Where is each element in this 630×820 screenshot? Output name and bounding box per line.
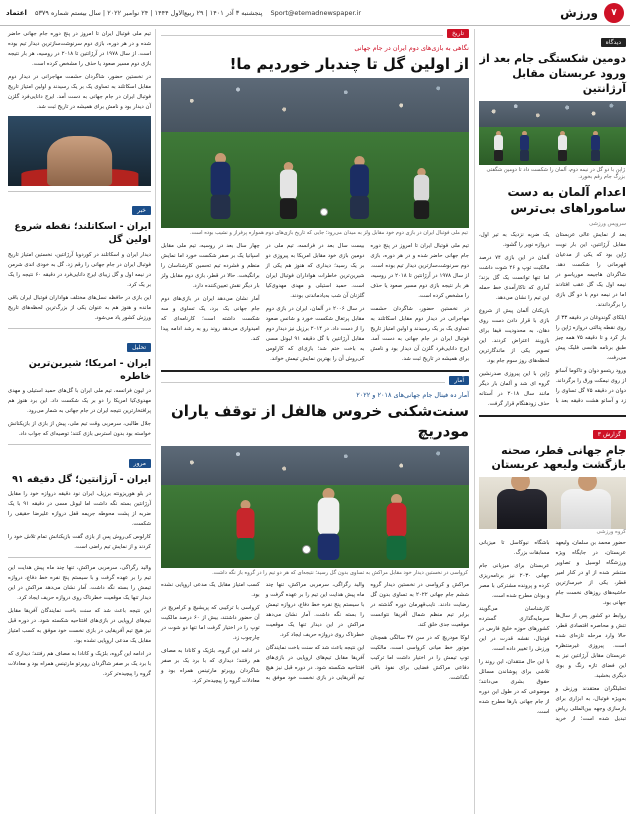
page-content xyxy=(0,26,630,818)
paragraph: کرواسی با ترکیبی که پریشیچ و کرامریچ در آن حضور داشتند، بیش از ۶۰ درصد مالکیت توپ را در اختیار گرفت اما تنها دو شوت در چارچوب زد. xyxy=(161,605,260,642)
lead-tag-row xyxy=(161,29,469,41)
left-item-0 xyxy=(8,197,151,323)
column-left xyxy=(8,29,156,814)
divider xyxy=(161,370,469,372)
paragraph: در بلو هوریزونته برزیل، ایران نود دقیقه دروازه خود را مقابل آرژانتین بسته نگه داشت اما لیونل مسی در دقیقه ۹۱ با یک ضربه از پشت محوطه جریمه قفل دروازه علیرضا حقیقی را شکست. xyxy=(8,491,151,528)
article-lead xyxy=(161,29,469,364)
column-middle xyxy=(156,29,474,814)
headline-right-bottom: جام جهانی قطر، صحنه بازگشت ولیعهد عربستان xyxy=(491,443,626,472)
photo-crown-prince xyxy=(479,477,626,529)
photo-lead-match xyxy=(161,78,469,228)
divider xyxy=(8,191,151,192)
paragraph: این بازی در حافظه نسل‌های مختلف هواداران فوتبال ایران باقی مانده و هنوز هم به عنوان یکی از بزرگ‌ترین لحظه‌های تاریخ ورزش کشور یاد می‌شود. xyxy=(8,294,151,321)
headline-left-0: ایران - اسکاتلند؛ نقطه شروع اولین گل xyxy=(14,221,151,246)
paragraph: لوکا مودریچ که در سن ۳۷ سالگی همچنان موتور خط میانی کرواسی است، مالکیت توپ تیمش را در اختیار داشت اما ترکیب دفاعی مراکش فضایی برای نفوذ باقی نگذاشت. xyxy=(370,635,469,682)
section-title: ورزش xyxy=(560,5,598,20)
paragraph: در ادامه این گروه، بلژیک و کانادا به مصاف هم رفتند؛ دیداری که با برد یک بر صفر شاگردان روبرتو مارتینس همراه بود و معادلات گروه را پیچیده‌تر کرد. xyxy=(161,648,260,685)
masthead xyxy=(0,0,630,26)
paragraph: بعد از نمایش عالی عربستان مقابل آرژانتین، این بار نوبت ژاپن بود که یکی از مدعیان قهرمانی را شکست دهد. شاگردان هاجیمه موریاسو در نیمه اول یک گل عقب افتادند اما در نیمه دوم با دو گل بازی را برگرداندند. xyxy=(555,231,626,308)
paragraph: این نتیجه باعث شد که سنت باخت نمایندگان آفریقا مقابل تیم‌های اروپایی در بازی‌های افتتاحیه شکسته شود. در دوره قبل نیز هیچ تیم آفریقایی در بازی نخست خود موفق به کسب امتیاز مقابل یک مدعی اروپایی نشده بود. xyxy=(161,582,365,682)
paragraph: چهار سال بعد در روسیه، تیم ملی مقابل اسپانیا یک بر صفر شکست خورد اما نمایش منظم و فشرده تیم تحسین کارشناسان را برانگیخت. حالا در قطر، بازی دوم مقابل ولز بار دیگر نقش تعیین‌کننده دارد. xyxy=(161,243,260,290)
paragraph: مراکش و کرواسی در نخستین دیدار گروه ششم جام جهانی ۲۰۲۲ به تساوی بدون گل رضایت دادند. نایب‌قهرمان دوره گذشته در برابر تیم منظم شمال آفریقا نتوانست موقعیت جدی خلق کند. xyxy=(370,582,470,629)
left-item-2 xyxy=(8,450,151,552)
left-intro-text xyxy=(8,29,151,112)
paragraph: ایلکای گوندوغان در دقیقه ۳۳ از روی نقطه پنالتی دروازه ژاپن را باز کرد و تا دقیقه ۷۵ همه چیز طبق برنامه هانسی فلیک پیش می‌رفت. xyxy=(555,314,626,361)
masthead-logo: اعتماد xyxy=(6,8,27,17)
body-bottom xyxy=(161,580,469,686)
headline-left-1: ایران - امریکا؛ شیرین‌ترین خاطره xyxy=(28,357,151,382)
photo-player-portrait xyxy=(8,116,151,186)
body-left-0 xyxy=(8,250,151,323)
paragraph: کارلوس کی‌روش پس از بازی گفت بازیکنانش تمام تلاش خود را کردند و از نمایش تیم راضی است. xyxy=(8,534,151,551)
body-left-1 xyxy=(8,386,151,439)
paragraph: این نتیجه باعث شد که سنت باخت نمایندگان آفریقا مقابل تیم‌های اروپایی در بازی‌های افتتاحیه شکسته شود. در دوره قبل نیز هیچ تیم آفریقایی در بازی نخست خود موفق به کسب امتیاز مقابل یک مدعی اروپایی نشده بود. xyxy=(8,608,151,645)
kicker-left-0: خبر xyxy=(132,206,151,215)
headline-lead: از اولین گل تا چندبار خوردیم ما! xyxy=(229,55,469,73)
masthead-date: پنجشنبه ۳ آذر ۱۴۰۱ | ۲۹ ربیع‌الاول ۱۴۴۴ | ۲۴ نوامبر ۲۰۲۲ | سال بیستم شماره ۵۳۷۹ xyxy=(34,8,263,17)
overline-bottom: آمار ده فینال جام جهانی‌های ۲۰۱۸ و ۲۰۲۲ xyxy=(356,391,469,400)
kicker-bottom: آمار xyxy=(449,376,469,385)
divider xyxy=(8,557,151,558)
kicker-lead: تاریخ xyxy=(447,29,469,38)
byline-right-bottom: گروه ورزشی xyxy=(596,529,626,536)
overline-lead: نگاهی به بازی‌های دوم ایران در جام جهانی xyxy=(354,44,469,52)
caption-right-top: ژاپن با دو گل در نیمه دوم، آلمان را شکست داد تا دومین شگفتی بزرگ جام رقم بخورد. xyxy=(486,166,625,181)
body-left-2 xyxy=(8,489,151,552)
paragraph: در نخستین حضور، شاگردان حشمت مهاجرانی در دیدار دوم مقابل اسکاتلند به تساوی یک بر یک رسیدند و اولین امتیاز تاریخ فوتبال ایران در جام جهانی به دست آمد. ایرج دانایی‌فرد گلزن آن دیدار بود و نامش برای همیشه در تاریخ ثبت شد. xyxy=(370,306,469,363)
paragraph: جلال طالبی، سرمربی وقت تیم ملی، پیش از بازی از بازیکنانش خواسته بود بدون استرس بازی کنند؛ توصیه‌ای که جواب داد. xyxy=(8,421,151,438)
paragraph: عربستان برای میزبانی جام جهانی ۲۰۳۰ نیز برنامه‌ریزی کرده و پرونده مشترکی با مصر و یونان مطرح شده است. xyxy=(479,563,550,600)
masthead-email[interactable]: Sport@etemadnewspaper.ir xyxy=(270,8,362,17)
bottom-tag-row xyxy=(161,376,469,388)
subhead-right-top: اعدام آلمان به دست ساموراهای بی‌ترس xyxy=(507,185,626,216)
paragraph: در لیون فرانسه، تیم ملی ایران با گل‌های حمید استیلی و مهدی مهدوی‌کیا امریکا را دو بر یک شکست داد. این برد هنوز هم پرافتخارترین نتیجه ایران در جام جهانی به شمار می‌رود. xyxy=(8,388,151,415)
kicker-left-1: تحلیل xyxy=(127,343,151,352)
paragraph: تحلیلگران معتقدند ورزش و به‌ویژه فوتبال، به ابزاری برای بازسازی وجهه بین‌المللی ریاض تبدیل شده است؛ از خرید باشگاه نیوکاسل تا میزبانی مسابقات بزرگ. xyxy=(479,540,626,723)
left-filler-text xyxy=(8,563,151,679)
paragraph: در نخستین حضور، شاگردان حشمت مهاجرانی در دیدار دوم مقابل اسکاتلند به تساوی یک بر یک رسیدند و اولین امتیاز تاریخ فوتبال ایران در جام جهانی به دست آمد. ایرج دانایی‌فرد گلزن آن دیدار بود و نامش برای همیشه در تاریخ ثبت شد. xyxy=(8,74,151,110)
paragraph: تیم ملی فوتبال ایران تا امروز در پنج دوره جام جهانی حاضر شده و در هر دوره، بازی دوم سرنوشت‌سازترین دیدار تیم بوده است. از سال ۱۹۷۸ در آرژانتین تا ۲۰۱۸ در روسیه، هر بار نتیجه بازی دوم مسیر صعود یا حذف را مشخص کرده است. xyxy=(370,243,469,300)
divider xyxy=(161,35,443,36)
divider xyxy=(8,328,151,329)
headline-bottom: سنت‌شکنی خروس هالفل از توقف یاران مودریچ xyxy=(171,402,469,441)
paragraph: بیست سال بعد در فرانسه، تیم ملی در دومین بازی خود مقابل امریکا به پیروزی دو بر یک رسید؛ دیداری که هنوز هم یکی از شیرین‌ترین خاطرات هواداران فوتبال ایران است. حمید استیلی و مهدی مهدوی‌کیا گلزنان آن شب به‌یادماندنی بودند. xyxy=(265,243,365,300)
article-right-bottom xyxy=(479,421,626,725)
page-number-badge: ۷ xyxy=(604,3,624,23)
column-right xyxy=(474,29,626,814)
paragraph: والید رگراگی، سرمربی مراکش، تنها چند ماه پیش هدایت این تیم را بر عهده گرفت و با سیستم پنج نفره خط دفاع، دروازه تیمش را بسته نگه داشت. آمار نشان می‌دهد مراکش در این دیدار تنها یک موقعیت خطرناک روی دروازه حریف ایجاد کرد. xyxy=(8,565,151,602)
paragraph: در سال ۲۰۰۶ در آلمان، ایران در بازی دوم مقابل پرتغال شکست خورد و شانس صعود را از دست داد. در ۲۰۱۴ برزیل نیز دیدار دوم مقابل آرژانتین با گل دقیقه ۹۱ لیونل مسی به باخت ختم شد؛ بازی‌ای که کارلوس کی‌روش آن را بهترین نمایش تیمش خواند. xyxy=(265,306,365,363)
paragraph: در ادامه این گروه، بلژیک و کانادا به مصاف هم رفتند؛ دیداری که با برد یک بر صفر شاگردان روبرتو مارتینس همراه بود و معادلات گروه را پیچیده‌تر کرد. xyxy=(8,651,151,678)
article-bottom xyxy=(161,376,469,686)
body-lead xyxy=(161,241,469,364)
kicker-right-top: دیدگاه xyxy=(601,38,626,47)
caption-bottom: کرواسی در نخستین دیدار خود مقابل مراکش به تساوی بدون گل رسید؛ نتیجه‌ای که هر دو تیم را در گروه باز نگه داشت. xyxy=(212,569,468,576)
kicker-right-bottom: گزارش ۳ xyxy=(593,430,626,439)
body-right-bottom xyxy=(479,538,626,724)
photo-japan-germany xyxy=(479,101,626,165)
headline-left-2: ایران - آرژانتین؛ گل دقیقه ۹۱ xyxy=(12,474,151,486)
byline-right-top: سرویس ورزشی xyxy=(588,220,626,227)
headline-right-top: دومین شکستگی جام بعد از ورود عربستان مقابل آرژانتین xyxy=(479,52,626,95)
paragraph: تیم ملی فوتبال ایران تا امروز در پنج دوره جام جهانی حاضر شده و در هر دوره، بازی دوم سرنوشت‌سازترین دیدار تیم بوده است. از سال ۱۹۷۸ در آرژانتین تا ۲۰۱۸ در روسیه، هر بار نتیجه بازی دوم مسیر صعود یا حذف را مشخص کرده است. xyxy=(8,31,152,67)
paragraph: کارشناسان می‌گویند سرمایه‌گذاری گسترده کشورهای حوزه خلیج فارس در فوتبال، نقشه قدرت در این ورزش را تغییر داده است. xyxy=(479,606,550,653)
article-right-top xyxy=(479,29,626,409)
paragraph: بازیکنان آلمان پیش از شروع بازی با قرار دادن دست روی دهان، به محدودیت فیفا برای بازوبند اعتراض کردند. این تصویر یکی از ماندگارترین لحظه‌های روز سوم جام بود. xyxy=(479,307,550,364)
paragraph: حضور محمد بن سلمان، ولیعهد عربستان، در جایگاه ویژه ورزشگاه لوسیل و تصاویر منتشر شده از او در کنار امیر قطر، یکی از خبرسازترین حاشیه‌های روزهای نخست جام جهانی بود. xyxy=(555,540,626,607)
paragraph: با این حال منتقدان، این روند را تلاشی برای پوشاندن مسائل حقوق بشری می‌دانند؛ موضوعی که در طول این دوره از جام جهانی بارها مطرح شده است. xyxy=(479,659,550,716)
kicker-left-2: مرور xyxy=(129,459,151,468)
paragraph: ورود ریتسو دوان و تاکوما آسانو از روی نیمکت ورق را برگرداند. دوان در دقیقه ۷۵ گل تساوی را زد و آسانو هشت دقیقه بعد با یک ضربه نزدیک به تیر اول، دروازه نویر را گشود. xyxy=(479,231,627,404)
paragraph: والید رگراگی، سرمربی مراکش، تنها چند ماه پیش هدایت این تیم را بر عهده گرفت و با سیستم پنج نفره خط دفاع، دروازه تیمش را بسته نگه داشت. آمار نشان می‌دهد مراکش در این دیدار تنها یک موقعیت خطرناک روی دروازه حریف ایجاد کرد. xyxy=(265,582,365,639)
paragraph: آمار نشان می‌دهد ایران در بازی‌های دوم جام جهانی یک برد، یک تساوی و سه شکست داشته است؛ کارنامه‌ای که امیدواری می‌دهد روند رو به رشد ادامه پیدا کند. xyxy=(161,296,260,343)
divider xyxy=(8,444,151,445)
divider xyxy=(161,382,445,383)
caption-lead: تیم ملی فوتبال ایران در بازی دوم خود مقابل ولز به میدان می‌رود؛ جایی که تاریخ بازی‌های دوم همواره پرفراز و نشیب بوده است. xyxy=(190,230,468,237)
paragraph: آلمان در این بازی ۷۴ درصد مالکیت توپ و ۲۶ شوت داشت اما تنها توانست یک گل بزند؛ آماری که ناکارآمدی خط حمله این تیم را نشان می‌دهد. xyxy=(479,254,550,301)
body-right-top xyxy=(479,230,626,409)
paragraph: ژاپن با این پیروزی صدرنشین گروه ای شد و آلمان بار دیگر مانند سال ۲۰۱۸ در آستانه حذف زودهنگام قرار گرفت. xyxy=(479,370,550,407)
left-item-1 xyxy=(8,334,151,440)
paragraph: دیدار ایران و اسکاتلند در کوردوبا آرژانتین، نخستین امتیاز تاریخ فوتبال ایران در جام جهانی را رقم زد. گل به خودی اندی شرمن در نیمه اول و گل زیبای ایرج دانایی‌فرد در دقیقه ۶۰ نتیجه را یک بر یک کرد. xyxy=(8,251,151,288)
photo-croatia-morocco xyxy=(161,446,469,568)
divider xyxy=(479,415,626,417)
paragraph: روابط دو کشور پس از سال‌ها تنش و محاصره اقتصادی قطر، حالا وارد مرحله تازه‌ای شده است. پیروزی غیرمنتظره عربستان مقابل آرژانتین نیز به این فضای تازه رنگ و بوی دیگری بخشید. xyxy=(555,613,626,680)
